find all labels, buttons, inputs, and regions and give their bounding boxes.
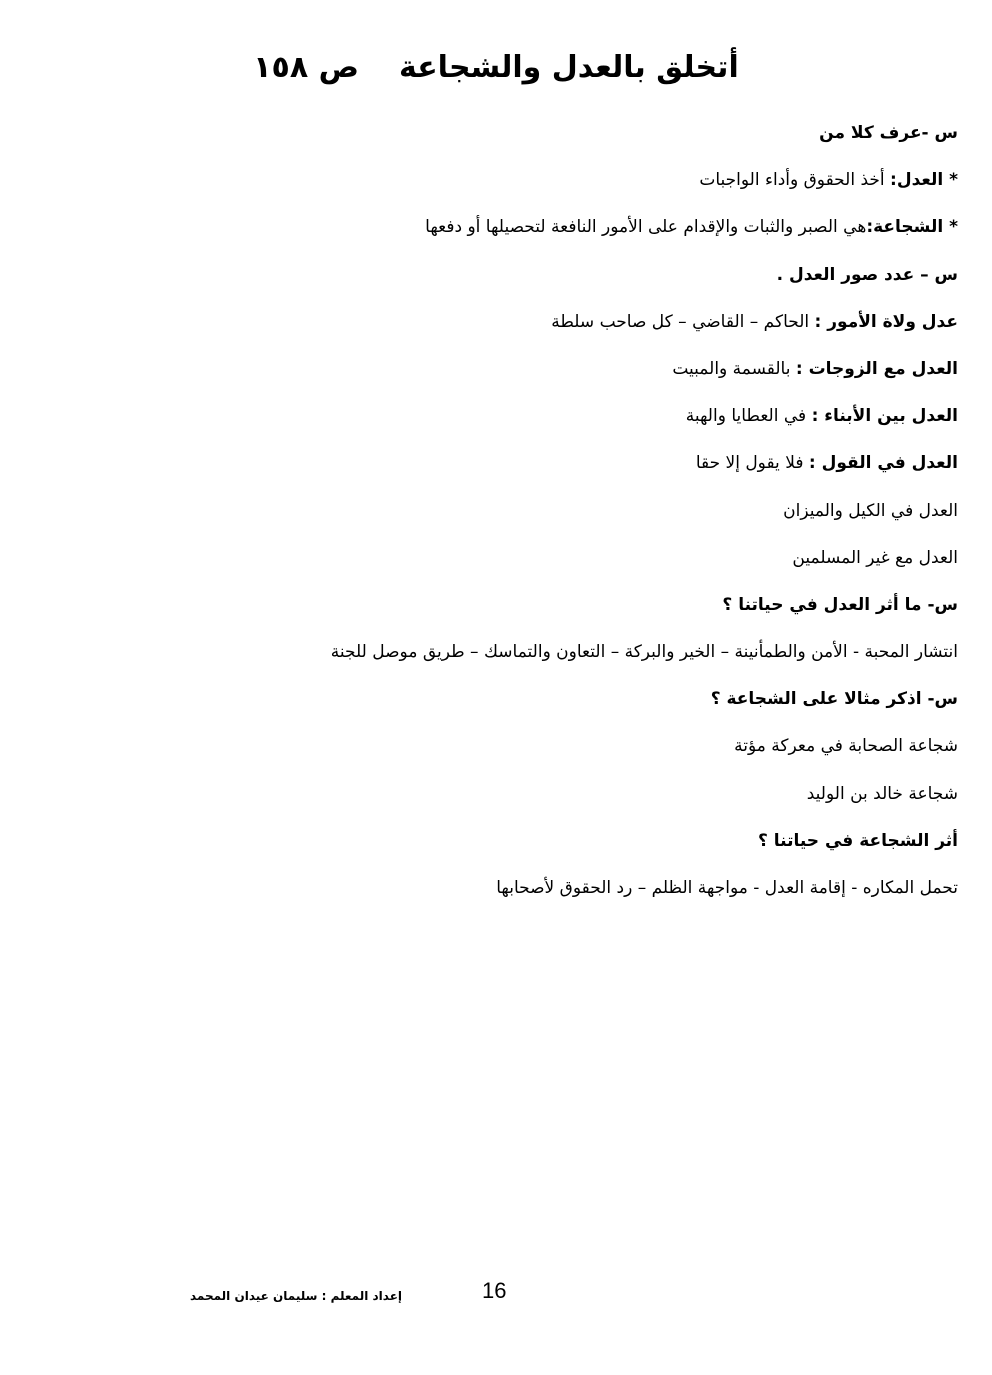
question-impact-of-courage: أثر الشجاعة في حياتنا ؟ (758, 830, 958, 851)
list-item: العدل في القول : فلا يقول إلا حقا (695, 453, 958, 474)
author-credit: إعداد المعلم : سليمان عيدان المحمد (190, 1289, 403, 1303)
question-example-of-courage: س- اذكر مثالا على الشجاعة ؟ (710, 689, 958, 710)
definition-justice: * العدل: أخذ الحقوق وأداء الواجبات (699, 170, 958, 191)
answer-impact-of-justice: انتشار المحبة - الأمن والطمأنينة – الخير والبركة – التعاون والتماسك – طريق موصل للجنة (330, 642, 958, 663)
page-title (0, 48, 992, 88)
list-item: العدل مع غير المسلمين (792, 547, 958, 568)
question-define: س -عرف كلا من (819, 123, 958, 143)
definition-courage: * الشجاعة:هي الصبر والثبات والإقدام على الأمور النافعة لتحصيلها أو دفعها (425, 217, 958, 238)
list-item: العدل في الكيل والميزان (783, 500, 958, 521)
lesson-content (218, 118, 958, 920)
answer-impact-of-courage: تحمل المكاره - إقامة العدل - مواجهة الظلم – رد الحقوق لأصحابها (496, 878, 958, 898)
list-item: شجاعة الصحابة في معركة مؤتة (734, 736, 958, 757)
list-item: شجاعة خالد بن الوليد (806, 783, 958, 804)
question-forms-of-justice: س – عدد صور العدل . (776, 264, 958, 285)
list-item: العدل مع الزوجات : بالقسمة والمبيت (672, 358, 958, 379)
page-number: 16 (482, 1278, 507, 1303)
page-reference: ص ١٥٨ (253, 50, 359, 85)
list-item: عدل ولاة الأمور : الحاكم – القاضي – كل صاحب سلطة (551, 311, 958, 332)
list-item: العدل بين الأبناء : في العطايا والهبة (685, 406, 958, 427)
lesson-title: أتخلق بالعدل والشجاعة (399, 50, 739, 85)
question-impact-of-justice: س- ما أثر العدل في حياتنا ؟ (722, 594, 958, 615)
